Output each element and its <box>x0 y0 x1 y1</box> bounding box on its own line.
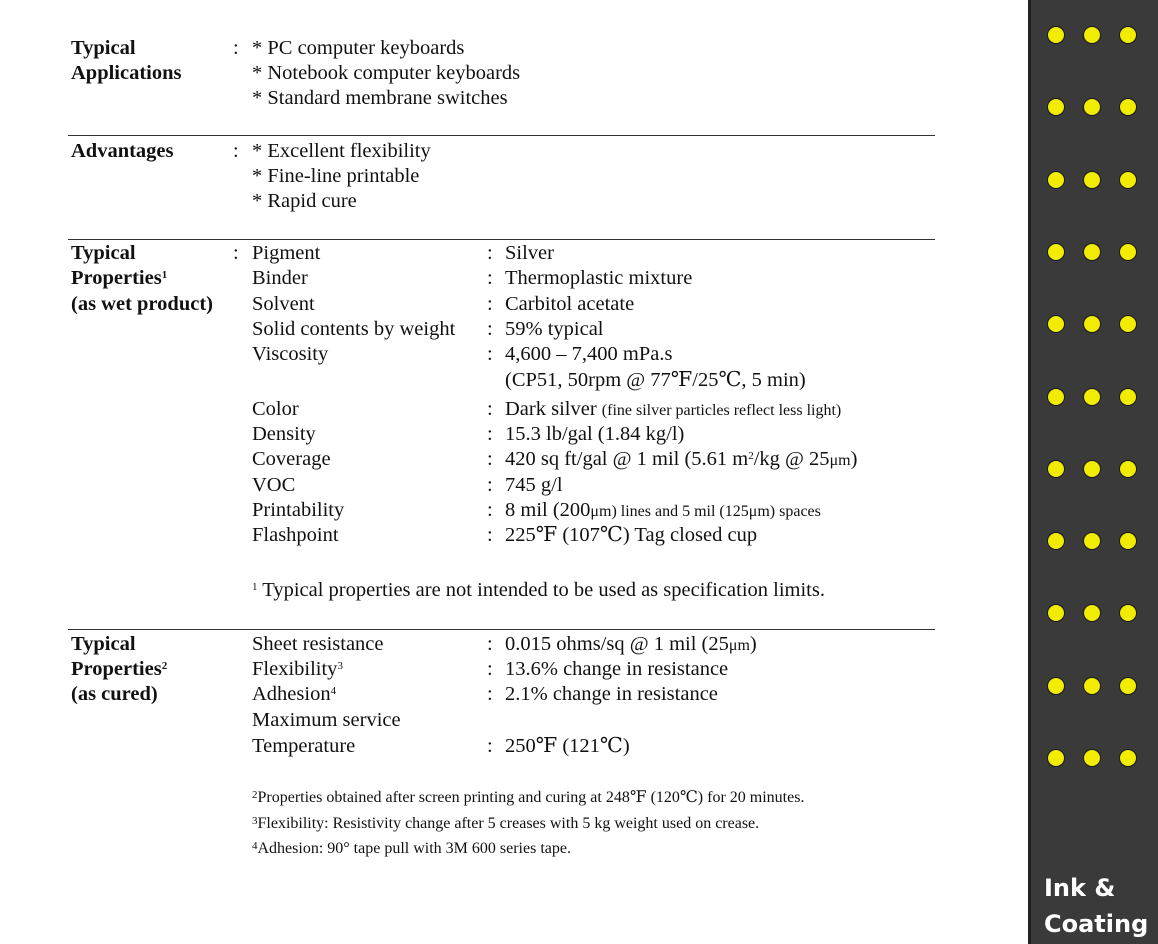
property-value: Silver <box>505 242 554 264</box>
property-value: 13.6% change in resistance <box>505 658 729 680</box>
yellow-dot <box>1083 749 1101 767</box>
property-value: 15.3 lb/gal (1.84 kg/l) <box>505 423 685 445</box>
yellow-dot <box>1047 749 1065 767</box>
yellow-dot <box>1047 243 1065 261</box>
cured-label-line2: Properties$^2$ <box>71 658 168 680</box>
property-name: Printability <box>252 499 345 521</box>
yellow-dot <box>1119 26 1137 44</box>
property-colon: : <box>487 735 493 757</box>
wet-label-line2: Properties$^1$ <box>71 267 168 289</box>
property-value: 250℉ (121℃) <box>505 735 630 757</box>
property-colon: : <box>487 398 493 420</box>
property-name: Solid contents by weight <box>252 318 456 340</box>
property-name: Adhesion$^4$ <box>252 683 337 705</box>
property-colon: : <box>487 293 493 315</box>
section-divider <box>68 135 935 136</box>
yellow-dot <box>1083 532 1101 550</box>
property-colon: : <box>487 343 493 365</box>
section-divider <box>68 239 935 240</box>
property-colon: : <box>487 267 493 289</box>
yellow-dot <box>1047 677 1065 695</box>
application-item: * Notebook computer keyboards <box>252 62 521 84</box>
property-colon: : <box>487 683 493 705</box>
yellow-dot <box>1083 26 1101 44</box>
property-name: Flexibility$^3$ <box>252 658 343 680</box>
yellow-dot <box>1119 388 1137 406</box>
property-value-detail: (CP51, 50rpm @ 77℉/25℃, 5 min) <box>505 369 806 391</box>
yellow-dot <box>1047 388 1065 406</box>
property-value: Thermoplastic mixture <box>505 267 693 289</box>
advantages-label: Advantages <box>71 140 174 162</box>
wet-footnote: $^1$ Typical properties are not intended to be used as specification limits. <box>252 579 825 601</box>
yellow-dot <box>1083 243 1101 261</box>
property-value: 8 mil (200μm) lines and 5 mil (125μm) spaces <box>505 499 821 521</box>
property-name: Maximum service <box>252 709 401 731</box>
advantages-colon: : <box>233 140 239 162</box>
wet-colon: : <box>233 242 239 264</box>
property-name: Solvent <box>252 293 315 315</box>
yellow-dot <box>1047 26 1065 44</box>
property-name: Temperature <box>252 735 356 757</box>
yellow-dot <box>1119 460 1137 478</box>
application-item: * Standard membrane switches <box>252 87 508 109</box>
property-value: 2.1% change in resistance <box>505 683 718 705</box>
property-name: Viscosity <box>252 343 329 365</box>
applications-colon: : <box>233 37 239 59</box>
cured-footnote: $^2$Properties obtained after screen printing and curing at 248℉ (120℃) for 20 minutes. <box>252 789 805 806</box>
cured-footnote: $^4$Adhesion: 90° tape pull with 3M 600 series tape. <box>252 840 571 857</box>
property-name: Density <box>252 423 316 445</box>
property-name: Flashpoint <box>252 524 339 546</box>
property-colon: : <box>487 633 493 655</box>
property-value: 4,600 – 7,400 mPa.s <box>505 343 673 365</box>
yellow-dot <box>1083 388 1101 406</box>
applications-label-line2: Applications <box>71 62 182 84</box>
property-value: 225℉ (107℃) Tag closed cup <box>505 524 758 546</box>
wet-label-line1: Typical <box>71 242 136 264</box>
yellow-dot <box>1083 460 1101 478</box>
yellow-dot <box>1119 749 1137 767</box>
yellow-dot <box>1119 677 1137 695</box>
wet-label-line3: (as wet product) <box>71 293 213 315</box>
cured-footnote: $^3$Flexibility: Resistivity change after 5 creases with 5 kg weight used on crease. <box>252 815 760 832</box>
property-colon: : <box>487 318 493 340</box>
yellow-dot <box>1119 532 1137 550</box>
advantage-item: * Excellent flexibility <box>252 140 431 162</box>
advantage-item: * Rapid cure <box>252 190 357 212</box>
property-name: VOC <box>252 474 296 496</box>
property-value: Dark silver (fine silver particles reflect less light) <box>505 398 842 420</box>
property-value: 745 g/l <box>505 474 563 496</box>
brand-line2: Coating <box>1044 910 1149 938</box>
property-colon: : <box>487 242 493 264</box>
property-colon: : <box>487 499 493 521</box>
yellow-dot <box>1083 171 1101 189</box>
property-colon: : <box>487 474 493 496</box>
yellow-dot <box>1047 532 1065 550</box>
yellow-dot <box>1119 171 1137 189</box>
yellow-dot <box>1119 243 1137 261</box>
property-name: Binder <box>252 267 308 289</box>
property-name: Pigment <box>252 242 321 264</box>
property-colon: : <box>487 524 493 546</box>
property-colon: : <box>487 423 493 445</box>
applications-label-line1: Typical <box>71 37 136 59</box>
property-value: 420 sq ft/gal @ 1 mil (5.61 $m^2/kg$ @ 25μm) <box>505 448 858 470</box>
yellow-dot <box>1083 677 1101 695</box>
application-item: * PC computer keyboards <box>252 37 465 59</box>
cured-label-line1: Typical <box>71 633 136 655</box>
property-name: Color <box>252 398 299 420</box>
property-value: 59% typical <box>505 318 604 340</box>
section-divider <box>68 629 935 630</box>
cured-label-line3: (as cured) <box>71 683 158 705</box>
property-value: 0.015 ohms/sq @ 1 mil (25μm) <box>505 633 757 655</box>
property-colon: : <box>487 448 493 470</box>
sidebar-edge <box>1028 0 1031 944</box>
brand-line1: Ink & <box>1044 874 1116 902</box>
property-value: Carbitol acetate <box>505 293 635 315</box>
property-name: Coverage <box>252 448 331 470</box>
property-colon: : <box>487 658 493 680</box>
yellow-dot <box>1047 171 1065 189</box>
property-name: Sheet resistance <box>252 633 384 655</box>
yellow-dot <box>1047 460 1065 478</box>
advantage-item: * Fine-line printable <box>252 165 420 187</box>
